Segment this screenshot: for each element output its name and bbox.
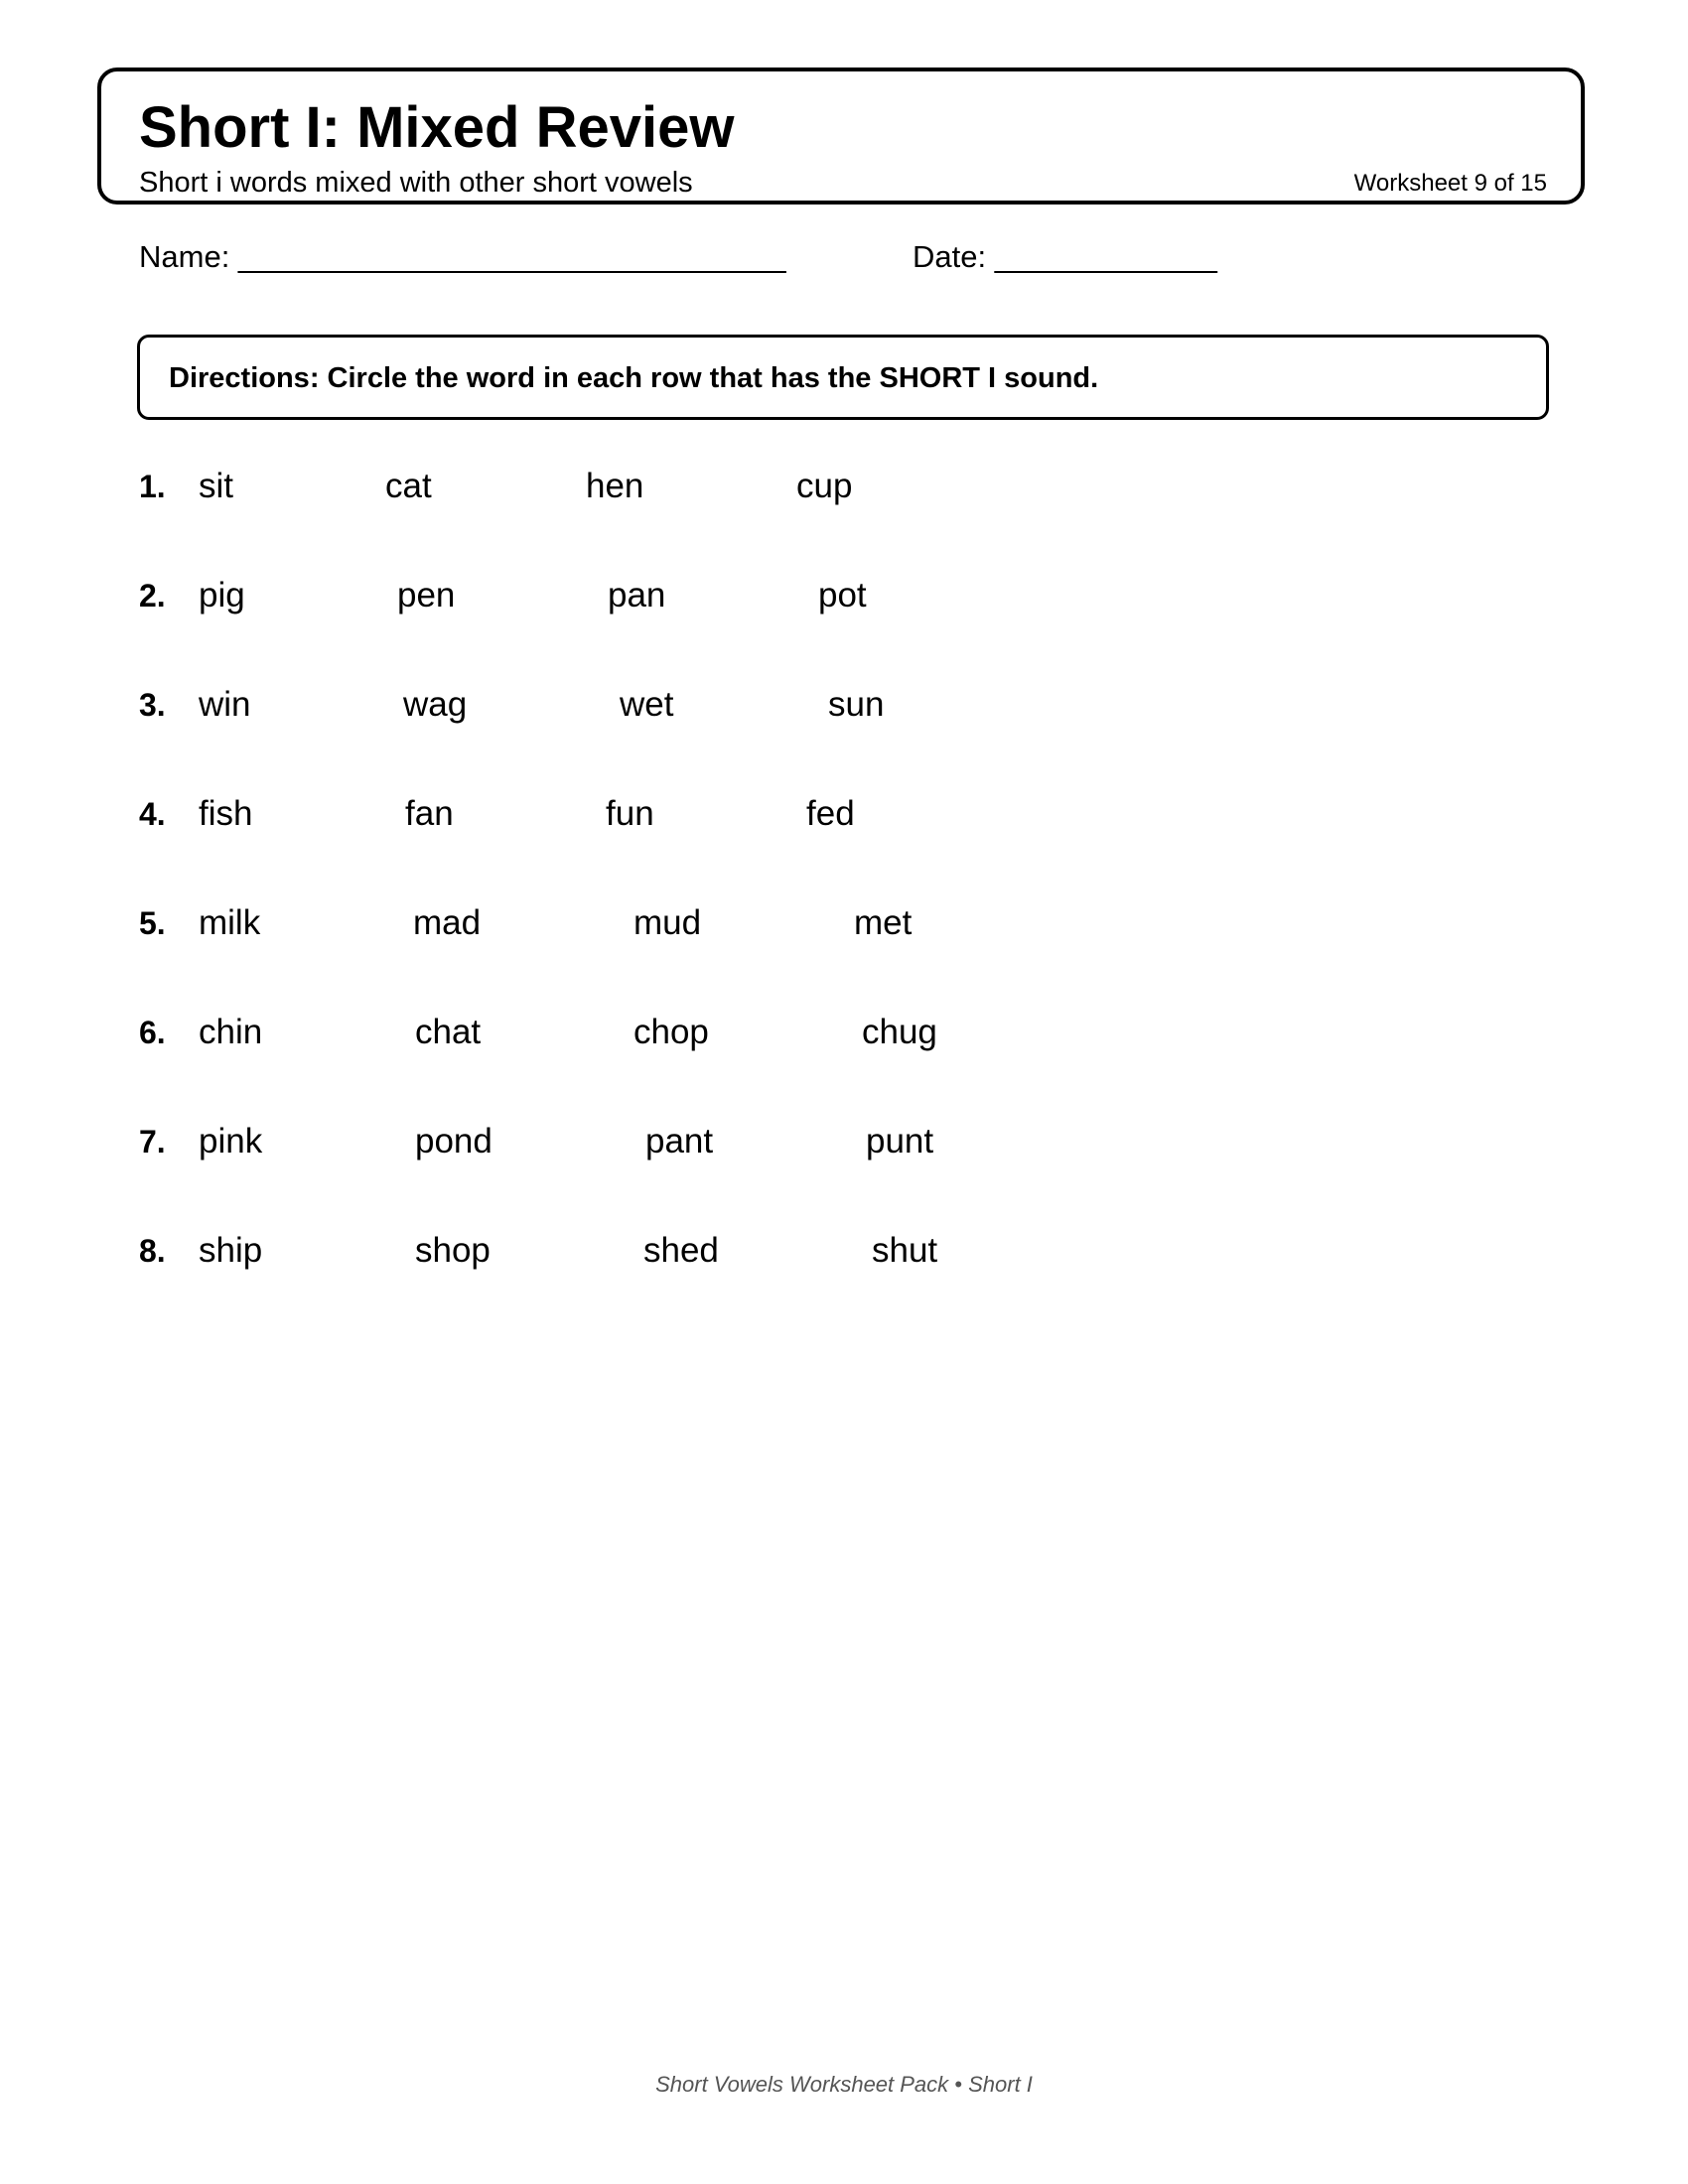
word-option[interactable]: hen — [586, 467, 644, 505]
row-number: 2. — [139, 578, 166, 614]
page-footer: Short Vowels Worksheet Pack • Short I — [655, 2072, 1033, 2097]
row-number: 7. — [139, 1124, 166, 1160]
word-option[interactable]: pen — [397, 576, 456, 614]
word-option[interactable]: win — [199, 685, 251, 724]
word-row-8 — [0, 1229, 1688, 1279]
word-option[interactable]: pond — [415, 1122, 492, 1160]
row-number: 5. — [139, 905, 166, 941]
row-number: 1. — [139, 469, 166, 504]
word-option[interactable]: pink — [199, 1122, 263, 1160]
word-option[interactable]: fun — [606, 794, 654, 833]
word-option[interactable]: pant — [645, 1122, 714, 1160]
word-option[interactable]: milk — [199, 903, 261, 942]
word-option[interactable]: fan — [405, 794, 454, 833]
date-field[interactable]: Date: _____________ — [913, 239, 1217, 274]
word-option[interactable]: sit — [199, 467, 233, 505]
word-option[interactable]: fed — [806, 794, 855, 833]
word-option[interactable]: pig — [199, 576, 245, 614]
page-title: Short I: Mixed Review — [139, 95, 735, 160]
page-subtitle: Short i words mixed with other short vowels — [139, 167, 693, 199]
word-option[interactable]: cup — [796, 467, 853, 505]
word-option[interactable]: met — [854, 903, 913, 942]
row-number: 8. — [139, 1233, 166, 1269]
word-option[interactable]: mud — [633, 903, 702, 942]
word-option[interactable]: mad — [413, 903, 482, 942]
word-row-5 — [0, 901, 1688, 951]
word-option[interactable]: chat — [415, 1013, 482, 1051]
word-option[interactable]: chin — [199, 1013, 263, 1051]
word-row-7 — [0, 1120, 1688, 1169]
row-number: 4. — [139, 796, 166, 832]
word-row-1 — [0, 465, 1688, 514]
word-row-2 — [0, 574, 1688, 623]
word-option[interactable]: pan — [608, 576, 666, 614]
row-number: 3. — [139, 687, 166, 723]
row-number: 6. — [139, 1015, 166, 1050]
word-option[interactable]: ship — [199, 1231, 263, 1270]
word-option[interactable]: wag — [403, 685, 468, 724]
word-row-3 — [0, 683, 1688, 733]
word-option[interactable]: pot — [818, 576, 867, 614]
word-row-6 — [0, 1011, 1688, 1060]
word-option[interactable]: chug — [862, 1013, 937, 1051]
word-option[interactable]: shed — [643, 1231, 719, 1270]
directions-text: Directions: Circle the word in each row that has the SHORT I sound. — [169, 362, 1099, 394]
word-option[interactable]: sun — [828, 685, 885, 724]
word-option[interactable]: chop — [633, 1013, 709, 1051]
name-field[interactable]: Name: ________________________________ — [139, 239, 786, 274]
word-option[interactable]: shop — [415, 1231, 491, 1270]
word-option[interactable]: fish — [199, 794, 253, 833]
word-option[interactable]: cat — [385, 467, 432, 505]
word-option[interactable]: shut — [872, 1231, 938, 1270]
word-option[interactable]: wet — [620, 685, 674, 724]
worksheet-number: Worksheet 9 of 15 — [1353, 170, 1547, 197]
word-row-4 — [0, 792, 1688, 842]
word-option[interactable]: punt — [866, 1122, 934, 1160]
